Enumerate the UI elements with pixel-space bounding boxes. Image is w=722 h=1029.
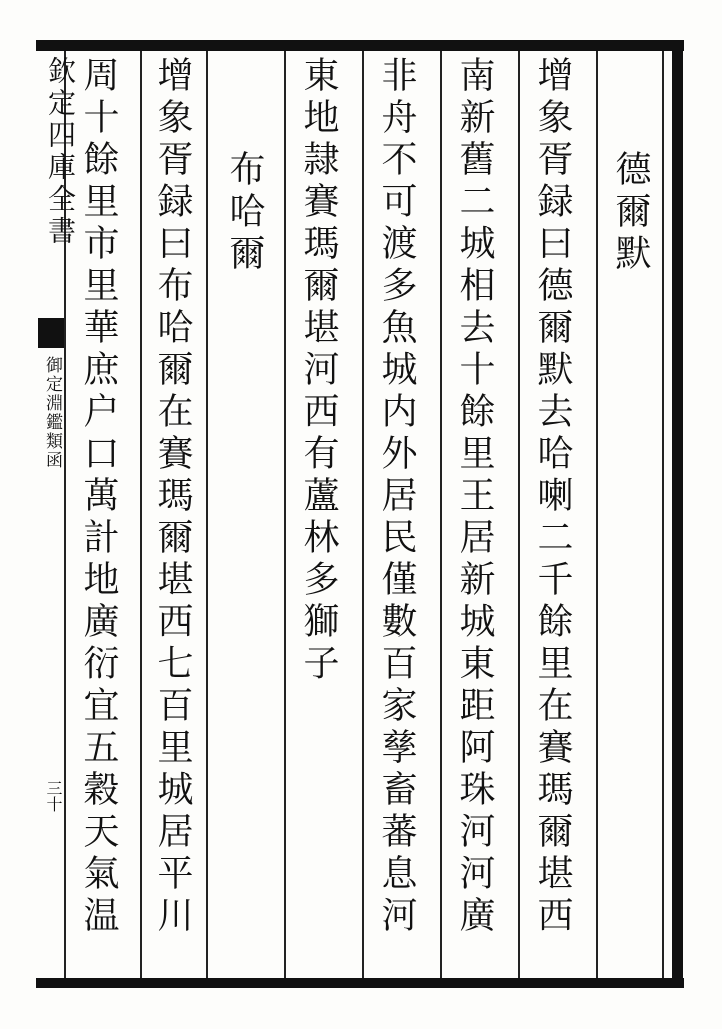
text-column: 增象胥録曰布哈爾在賽瑪爾堪西七百里城居平川 [152, 56, 193, 938]
text-column: 周十餘里市里華庶户口萬計地廣衍宜五穀天氣温 [78, 56, 119, 938]
column-rule [140, 51, 142, 978]
inner-border-right [662, 51, 664, 978]
column-rule [440, 51, 442, 978]
page-number: 三十 [44, 780, 63, 812]
fish-tail-mark [38, 318, 64, 348]
text-column: 增象胥録曰德爾默去哈喇二千餘里在賽瑪爾堪西 [532, 56, 573, 938]
entry-heading: 布哈爾 [224, 150, 265, 276]
text-column: 非舟不可渡多魚城内外居民僅數百家孳畜蕃息河 [376, 56, 417, 938]
entry-heading: 德爾默 [610, 150, 651, 276]
text-column: 東地隷賽瑪爾堪河西有蘆林多獅子 [298, 56, 339, 686]
column-rule [206, 51, 208, 978]
column-rule [362, 51, 364, 978]
text-column: 南新舊二城相去十餘里王居新城東距阿珠河河廣 [454, 56, 495, 938]
page-border-top [36, 40, 684, 51]
page-border-bottom [36, 978, 684, 988]
margin-book-title: 御定淵鑑類函 [42, 356, 62, 470]
column-rule [518, 51, 520, 978]
page-border-right [672, 40, 683, 988]
column-rule [596, 51, 598, 978]
margin-header-text: 欽定四庫全書 [44, 56, 77, 248]
column-rule [284, 51, 286, 978]
